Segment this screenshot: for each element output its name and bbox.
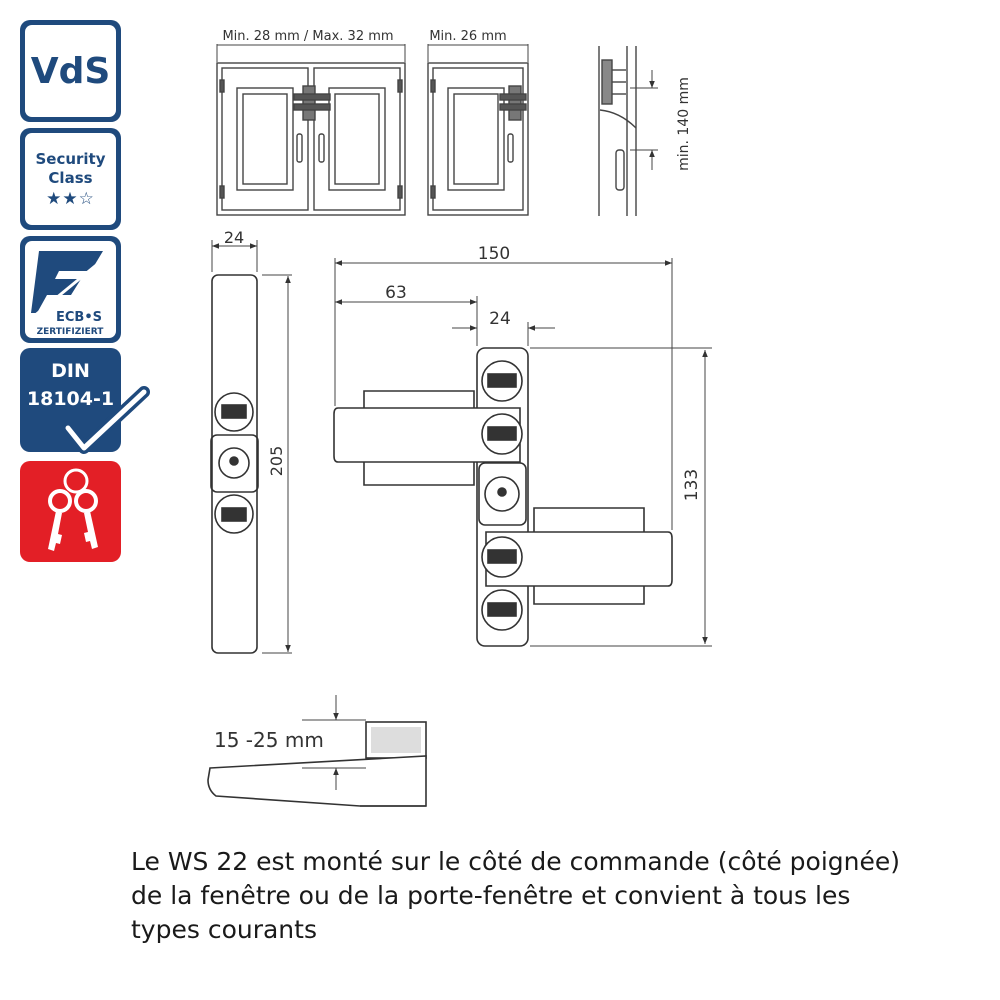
total-width-dimension: 150 bbox=[477, 244, 511, 264]
gap-range-dimension: 15 -25 mm bbox=[214, 728, 324, 752]
offset-dimension: 63 bbox=[385, 283, 407, 303]
lock-side-view bbox=[211, 275, 258, 653]
ecbs-label: ECB•S bbox=[55, 310, 103, 325]
din-line1: DIN bbox=[51, 360, 90, 382]
ecbs-sublabel: ZERTIFIZIERT bbox=[36, 327, 104, 337]
product-description: Le WS 22 est monté sur le côté de commande (côté poignée) de la fenêtre ou de la porte-fenêtre et convient à tous les types courants bbox=[131, 847, 900, 944]
vds-label: VdS bbox=[30, 50, 111, 92]
double-window-drawing bbox=[217, 63, 405, 215]
double-window-dimension: Min. 28 mm / Max. 32 mm bbox=[222, 29, 394, 44]
single-window-drawing bbox=[428, 63, 528, 215]
security-line1: Security bbox=[35, 149, 106, 168]
side-width-dimension: 24 bbox=[223, 228, 245, 247]
min-height-dimension: min. 140 mm bbox=[676, 77, 692, 171]
security-stars: ★★☆ bbox=[46, 188, 95, 209]
bracket-height-dimension: 133 bbox=[682, 468, 702, 502]
lock-front-view bbox=[334, 348, 672, 646]
single-window-dimension: Min. 26 mm bbox=[429, 29, 507, 44]
body-width-dimension: 24 bbox=[489, 309, 511, 329]
side-section-drawing bbox=[599, 46, 636, 216]
side-height-dimension: 205 bbox=[267, 445, 286, 477]
security-line2: Class bbox=[48, 168, 93, 187]
din-line2: 18104-1 bbox=[26, 388, 115, 410]
